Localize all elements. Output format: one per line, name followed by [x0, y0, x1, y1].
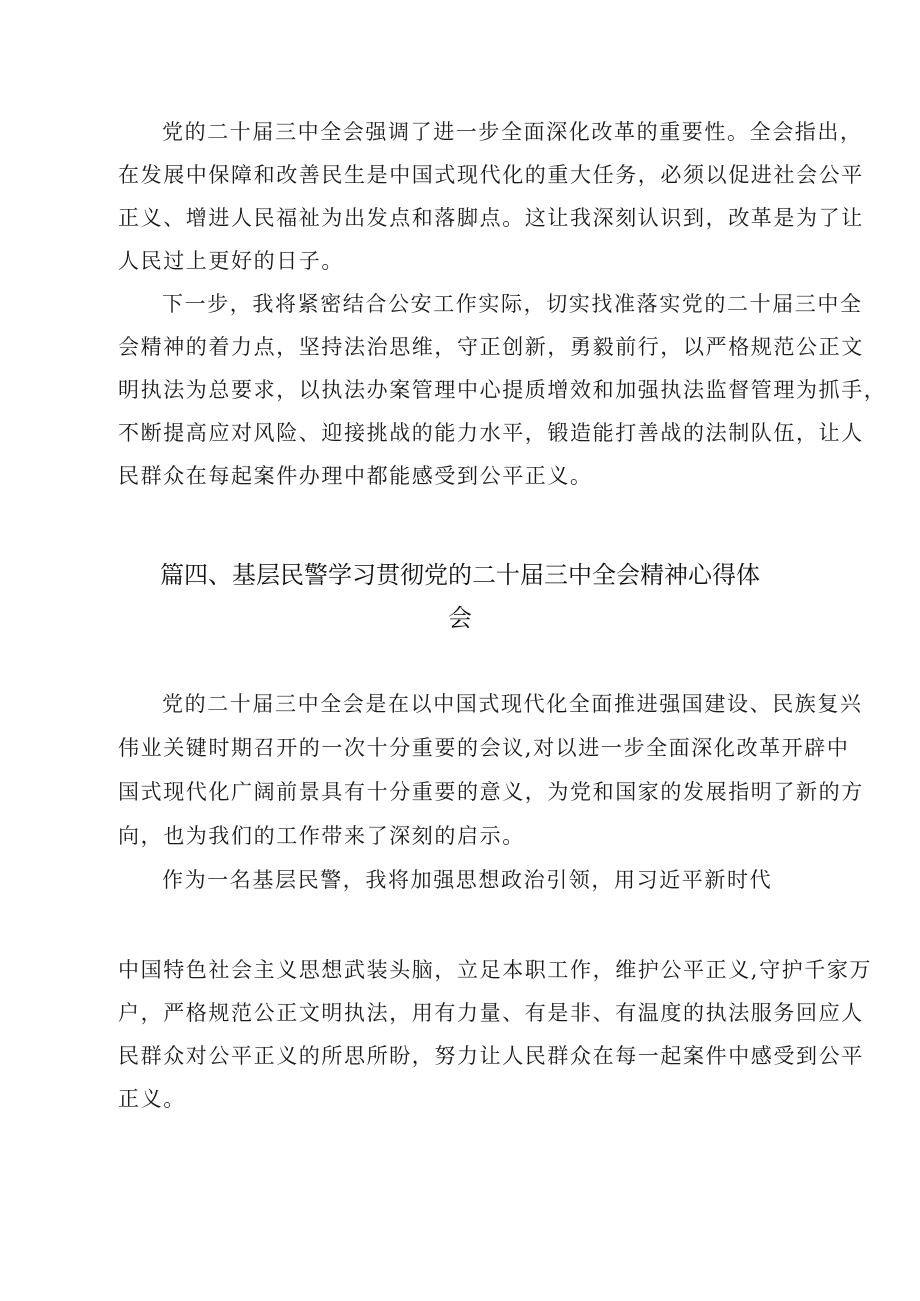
paragraph-line: 不断提高应对风险、迎接挑战的能力水平，锻造能打善战的法制队伍，让人 — [118, 421, 864, 445]
paragraph-line: 正义。 — [118, 1087, 186, 1111]
paragraph-line: 民群众在每起案件办理中都能感受到公平正义。 — [118, 464, 593, 488]
section-title-line: 篇四、基层民警学习贯彻党的二十届三中全会精神心得体 — [160, 561, 760, 589]
paragraph-line: 下一步，我将紧密结合公安工作实际，切实找准落实党的二十届三中全 — [162, 292, 863, 316]
paragraph-line: 明执法为总要求，以执法办案管理中心提质增效和加强执法监督管理为抓手， — [118, 378, 887, 402]
paragraph-line: 伟业关键时期召开的一次十分重要的会议,对以进一步全面深化改革开辟中 — [118, 736, 850, 760]
paragraph-line: 国式现代化广阔前景具有十分重要的意义，为党和国家的发展指明了新的方 — [118, 780, 864, 804]
paragraph-line: 中国特色社会主义思想武装头脑，立足本职工作，维护公平正义,守护千家万 — [118, 958, 873, 982]
paragraph-line: 户，严格规范公正文明执法，用有力量、有是非、有温度的执法服务回应人 — [118, 1001, 864, 1025]
paragraph-line: 会精神的着力点，坚持法治思维，守正创新，勇毅前行，以严格规范公正文 — [118, 335, 864, 359]
section-title-line: 会 — [448, 604, 472, 632]
paragraph-line: 向，也为我们的工作带来了深刻的启示。 — [118, 824, 525, 848]
paragraph-line: 党的二十届三中全会强调了进一步全面深化改革的重要性。全会指出， — [162, 120, 863, 144]
paragraph-line: 党的二十届三中全会是在以中国式现代化全面推进强国建设、民族复兴 — [162, 692, 863, 716]
paragraph-line: 作为一名基层民警，我将加强思想政治引领，用习近平新时代 — [162, 868, 773, 892]
paragraph-line: 正义、增进人民福祉为出发点和落脚点。这让我深刻认识到，改革是为了让 — [118, 206, 864, 230]
paragraph-line: 在发展中保障和改善民生是中国式现代化的重大任务，必须以促进社会公平 — [118, 163, 864, 187]
paragraph-line: 人民过上更好的日子。 — [118, 249, 344, 273]
paragraph-line: 民群众对公平正义的所思所盼，努力让人民群众在每一起案件中感受到公平 — [118, 1044, 864, 1068]
